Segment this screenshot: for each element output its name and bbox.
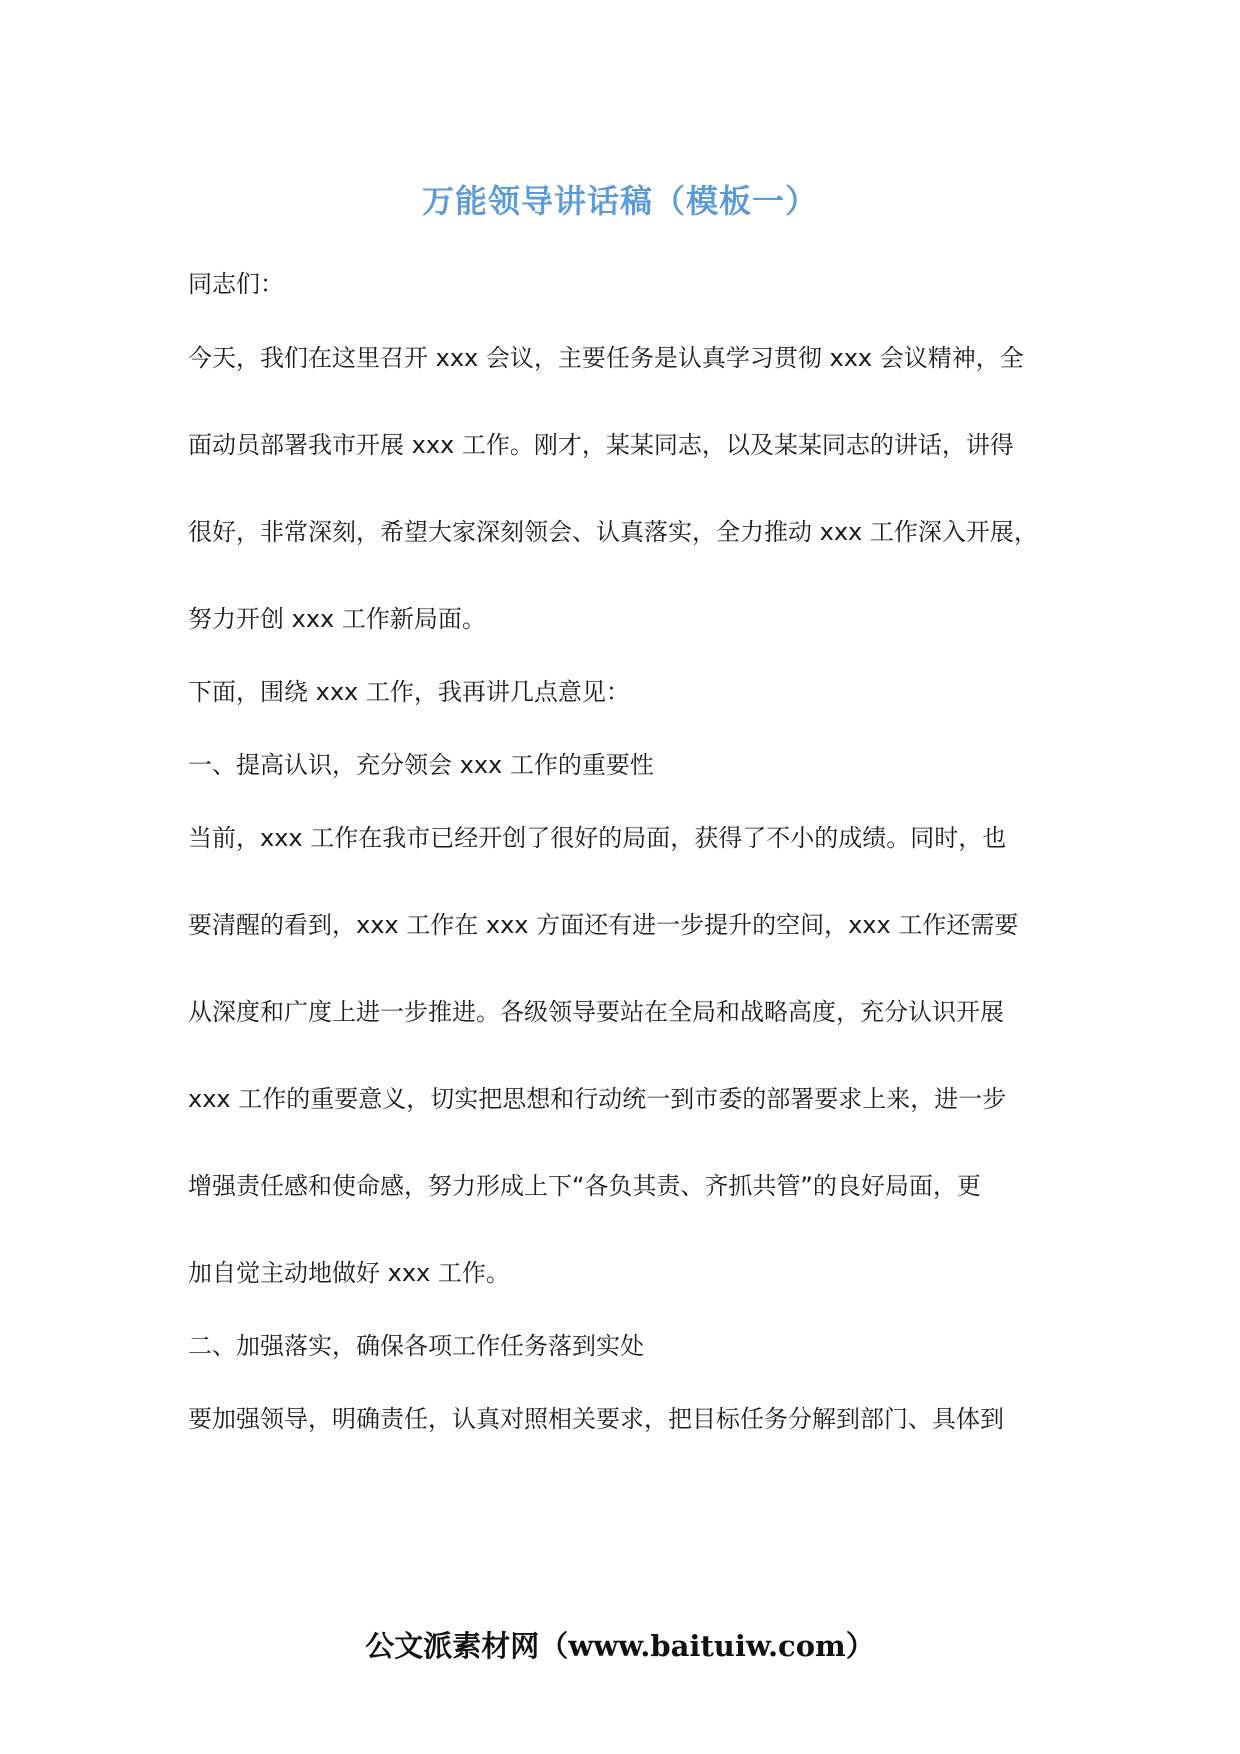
paragraph-line: 当前，xxx 工作在我市已经开创了很好的局面，获得了不小的成绩。同时，也 (188, 824, 1007, 852)
paragraph-line: 面动员部署我市开展 xxx 工作。刚才，某某同志，以及某某同志的讲话，讲得 (188, 431, 1014, 459)
paragraph-line: 很好，非常深刻，希望大家深刻领会、认真落实，全力推动 xxx 工作深入开展， (188, 518, 1038, 546)
paragraph-line: 今天，我们在这里召开 xxx 会议，主要任务是认真学习贯彻 xxx 会议精神，全 (188, 344, 1024, 372)
paragraph-line: 从深度和广度上进一步推进。各级领导要站在全局和战略高度，充分认识开展 (188, 998, 1004, 1026)
section-heading: 二、加强落实，确保各项工作任务落到实处 (188, 1332, 644, 1360)
footer-watermark: 公文派素材网（www.baituiw.com） (365, 1629, 875, 1663)
paragraph-line: xxx 工作的重要意义，切实把思想和行动统一到市委的部署要求上来，进一步 (188, 1085, 1007, 1113)
section-heading: 一、提高认识，充分领会 xxx 工作的重要性 (188, 751, 654, 779)
paragraph-line: 下面，围绕 xxx 工作，我再讲几点意见： (188, 678, 630, 706)
paragraph-line: 要加强领导，明确责任，认真对照相关要求，把目标任务分解到部门、具体到 (188, 1405, 1004, 1433)
paragraph-line: 增强责任感和使命感，努力形成上下“各负其责、齐抓共管”的良好局面，更 (188, 1172, 981, 1200)
document-title: 万能领导讲话稿（模板一） (421, 182, 818, 220)
paragraph-line: 努力开创 xxx 工作新局面。 (188, 605, 486, 633)
paragraph-line: 要清醒的看到，xxx 工作在 xxx 方面还有进一步提升的空间，xxx 工作还需要 (188, 911, 1019, 939)
paragraph-line: 加自觉主动地做好 xxx 工作。 (188, 1259, 510, 1287)
greeting: 同志们： (188, 270, 284, 298)
